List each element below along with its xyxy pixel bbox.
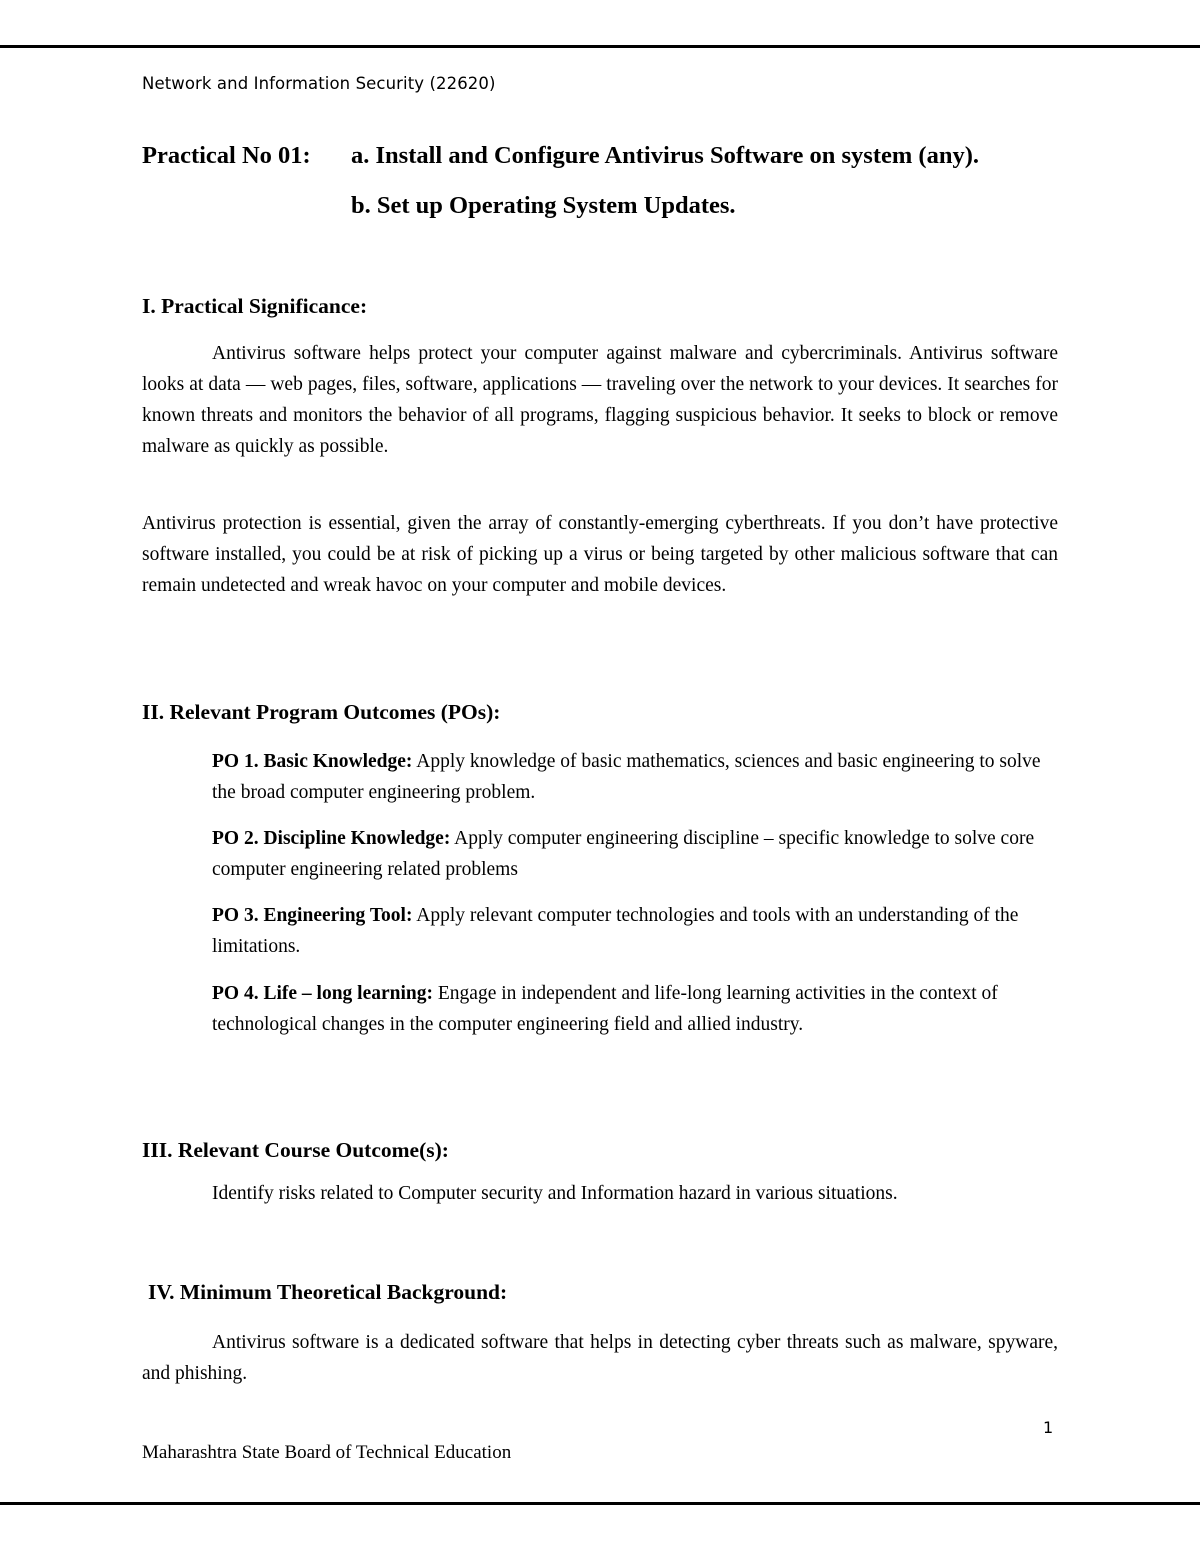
course-outcome-text: Identify risks related to Computer security and Information hazard in various situations.: [212, 1183, 898, 1204]
po-title: PO 2. Discipline Knowledge:: [212, 828, 451, 849]
running-header: Network and Information Security (22620): [142, 74, 496, 93]
practical-number-label: Practical No 01:: [142, 142, 311, 169]
section-heading-program-outcomes: II. Relevant Program Outcomes (POs):: [142, 700, 501, 724]
header-rule: [0, 45, 1200, 48]
po-text: Apply computer engineering discipline – specific knowledge to solve core computer engineering related problems: [212, 828, 1035, 880]
significance-paragraph-2: Antivirus protection is essential, given the array of constantly-emerging cyberthreats. If you don’t have protective software installed, you could be at risk of picking up a virus or being targeted by other malicious software that can remain undetected and wreak havoc on your computer and mobile devices.: [142, 513, 1058, 596]
program-outcome-3: [212, 900, 1042, 962]
theory-paragraph-1: Antivirus software is a dedicated software that helps in detecting cyber threats such as malware, spyware, and phishing.: [142, 1332, 1058, 1384]
significance-paragraph-1: Antivirus software helps protect your computer against malware and cybercriminals. Antivirus software looks at data — web pages, files, software, applications — traveling over the network to your devices. It searches for known threats and monitors the behavior of all programs, flagging suspicious behavior. It seeks to block or remove malware as quickly as possible.: [142, 343, 1058, 457]
program-outcome-4: [212, 978, 1042, 1040]
po-text: Engage in independent and life-long learning activities in the context of technological changes in the computer engineering field and allied industry.: [212, 983, 998, 1035]
section-heading-course-outcomes: III. Relevant Course Outcome(s):: [142, 1138, 449, 1162]
footer-rule: [0, 1502, 1200, 1505]
po-title: PO 4. Life – long learning:: [212, 983, 433, 1004]
footer-board-name: Maharashtra State Board of Technical Education: [142, 1442, 512, 1463]
practical-title-a: a. Install and Configure Antivirus Software on system (any).: [351, 142, 979, 169]
practical-title-b: b. Set up Operating System Updates.: [351, 192, 736, 219]
section-heading-practical-significance: I. Practical Significance:: [142, 294, 368, 318]
page-number: 1: [1043, 1418, 1054, 1437]
po-title: PO 1. Basic Knowledge:: [212, 751, 413, 772]
program-outcome-2: [212, 823, 1042, 885]
section-heading-theoretical-background: IV. Minimum Theoretical Background:: [148, 1280, 508, 1304]
program-outcome-1: [212, 746, 1042, 808]
po-text: Apply knowledge of basic mathematics, sciences and basic engineering to solve the broad computer engineering problem.: [212, 751, 1041, 803]
po-text: Apply relevant computer technologies and tools with an understanding of the limitations.: [212, 905, 1019, 957]
po-title: PO 3. Engineering Tool:: [212, 905, 413, 926]
